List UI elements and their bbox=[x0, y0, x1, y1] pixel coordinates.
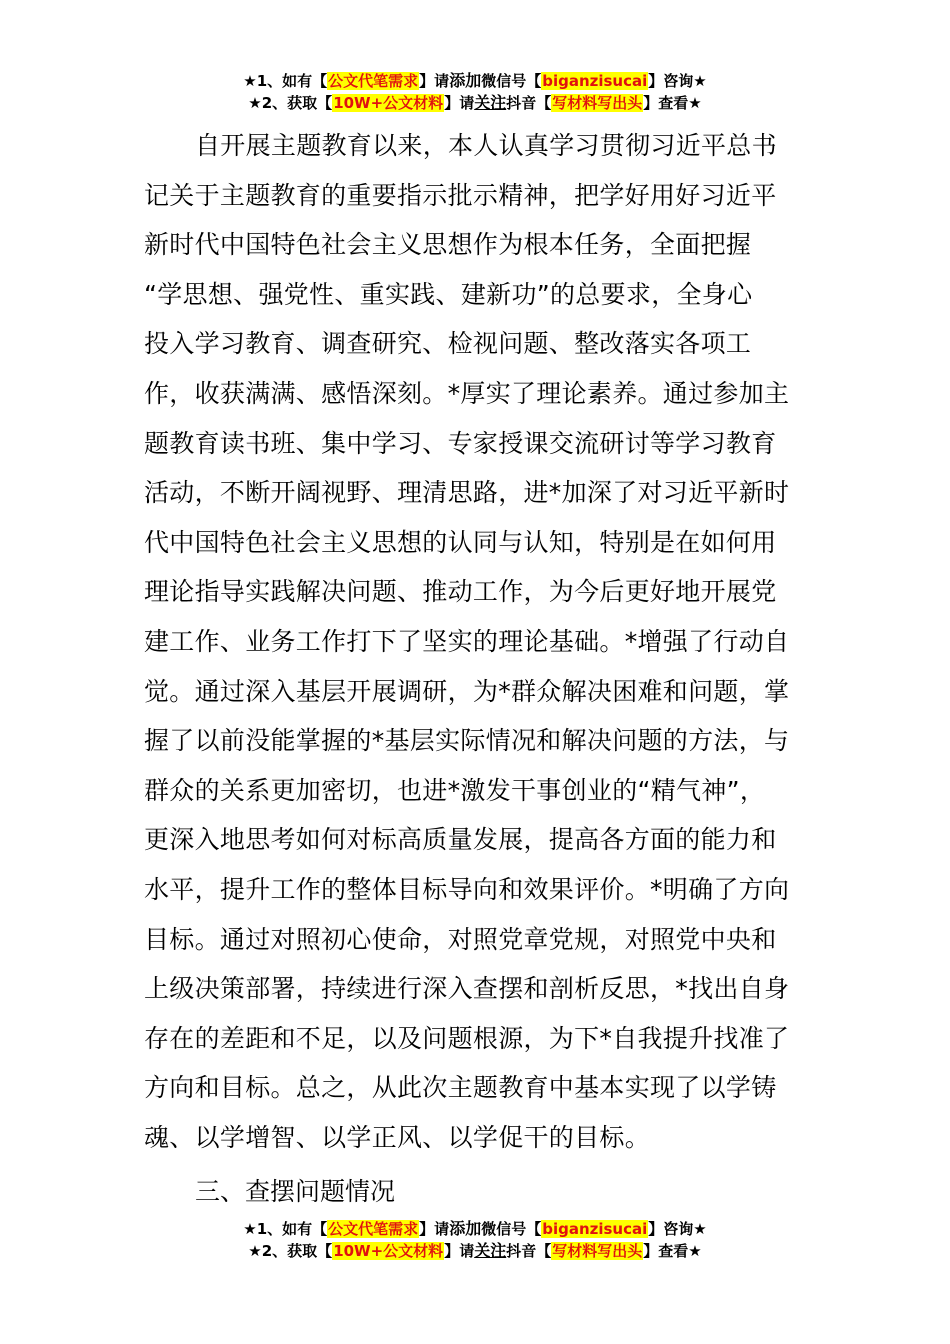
promo-text: 微信号【 bbox=[481, 1220, 542, 1238]
promo-highlight-wechat-id: biganzisucai bbox=[542, 1220, 648, 1238]
body-line: 方向和目标。总之，从此次主题教育中基本实现了以学铸 bbox=[144, 1073, 777, 1103]
body-line: 活动，不断开阔视野、理清思路，进*加深了对习近平新时 bbox=[144, 478, 790, 508]
footer-promo-line-1 bbox=[0, 1218, 950, 1240]
promo-highlight-materials: 10W+公文材料 bbox=[333, 94, 444, 112]
body-paragraph bbox=[144, 121, 814, 1162]
body-line: 新时代中国特色社会主义思想作为根本任务，全面把握 bbox=[144, 230, 752, 260]
promo-text: ★2、获取【 bbox=[248, 1242, 333, 1260]
promo-text: 抖音【 bbox=[506, 1242, 552, 1260]
promo-highlight-service: 公文代笔需求 bbox=[328, 1220, 419, 1238]
body-line: 理论指导实践解决问题、推动工作，为今后更好地开展党 bbox=[144, 577, 777, 607]
body-line: 握了以前没能掌握的*基层实际情况和解决问题的方法，与 bbox=[144, 726, 790, 756]
body-line: 觉。通过深入基层开展调研，为*群众解决困难和问题，掌 bbox=[144, 676, 790, 706]
promo-text: 抖音【 bbox=[506, 94, 552, 112]
promo-text: 】查看★ bbox=[643, 94, 702, 112]
header-promo-line-2 bbox=[0, 92, 950, 114]
promo-emphasis: 关注 bbox=[474, 93, 507, 112]
body-line: 更深入地思考如何对标高质量发展，提高各方面的能力和 bbox=[144, 825, 777, 855]
promo-highlight-douyin-account: 写材料写出头 bbox=[552, 94, 643, 112]
promo-text: 】请 bbox=[444, 94, 475, 112]
header-promo-line-1 bbox=[0, 70, 950, 92]
promo-emphasis: 添加 bbox=[449, 71, 482, 90]
promo-highlight-materials: 10W+公文材料 bbox=[333, 1242, 444, 1260]
promo-text: 】咨询★ bbox=[648, 72, 707, 90]
promo-text: 】查看★ bbox=[643, 1242, 702, 1260]
body-line: 上级决策部署，持续进行深入查摆和剖析反思，*找出自身 bbox=[144, 974, 790, 1004]
promo-highlight-douyin-account: 写材料写出头 bbox=[552, 1242, 643, 1260]
footer-promo-line-2 bbox=[0, 1240, 950, 1262]
body-line: 作，收获满满、感悟深刻。*厚实了理论素养。通过参加主 bbox=[144, 378, 790, 408]
promo-highlight-service: 公文代笔需求 bbox=[328, 72, 419, 90]
footer-promo bbox=[0, 1218, 950, 1262]
body-line: 自开展主题教育以来，本人认真学习贯彻习近平总书 bbox=[195, 131, 777, 160]
promo-text: ★2、获取【 bbox=[248, 94, 333, 112]
header-promo bbox=[0, 70, 950, 114]
body-line: 魂、以学增智、以学正风、以学促干的目标。 bbox=[144, 1122, 651, 1152]
promo-highlight-wechat-id: biganzisucai bbox=[542, 72, 648, 90]
promo-text: 微信号【 bbox=[481, 72, 542, 90]
promo-text: ★1、如有【 bbox=[243, 72, 328, 90]
body-line: 目标。通过对照初心使命，对照党章党规，对照党中央和 bbox=[144, 924, 777, 954]
body-line: 题教育读书班、集中学习、专家授课交流研讨等学习教育 bbox=[144, 428, 777, 458]
section-heading: 三、查摆问题情况 bbox=[195, 1177, 396, 1206]
body-line: 存在的差距和不足，以及问题根源，为下*自我提升找准了 bbox=[144, 1023, 790, 1053]
body-line: 记关于主题教育的重要指示批示精神，把学好用好习近平 bbox=[144, 180, 777, 210]
promo-emphasis: 添加 bbox=[449, 1219, 482, 1238]
body-line: 代中国特色社会主义思想的认同与认知，特别是在如何用 bbox=[144, 527, 777, 557]
promo-text: 】咨询★ bbox=[648, 1220, 707, 1238]
body-line: “学思想、强党性、重实践、建新功”的总要求，全身心 bbox=[144, 279, 753, 309]
promo-text: 】请 bbox=[419, 72, 450, 90]
body-line: 群众的关系更加密切，也进*激发干事创业的“精气神”， bbox=[144, 775, 766, 805]
body-line: 水平，提升工作的整体目标导向和效果评价。*明确了方向 bbox=[144, 874, 790, 904]
body-line: 投入学习教育、调查研究、检视问题、整改落实各项工 bbox=[144, 329, 752, 359]
body-line: 建工作、业务工作打下了坚实的理论基础。*增强了行动自 bbox=[144, 626, 790, 656]
promo-text: 】请 bbox=[444, 1242, 475, 1260]
promo-text: 】请 bbox=[419, 1220, 450, 1238]
promo-emphasis: 关注 bbox=[474, 1241, 507, 1260]
promo-text: ★1、如有【 bbox=[243, 1220, 328, 1238]
